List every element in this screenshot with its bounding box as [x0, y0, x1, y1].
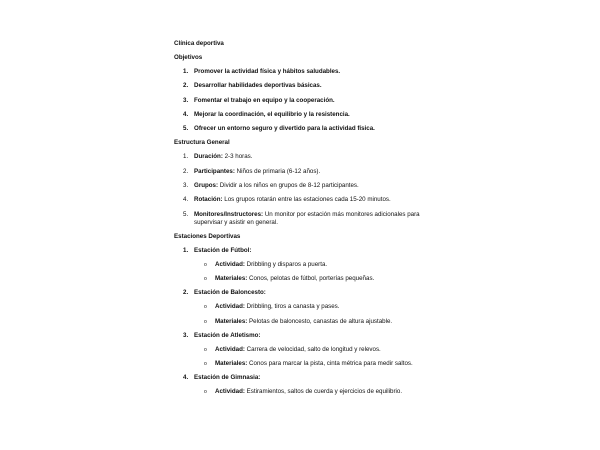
- station-title: [183, 289, 434, 303]
- list-number: 1.: [183, 68, 189, 75]
- detail-item: [174, 318, 434, 332]
- item-text: Los grupos rotarán entre las estaciones cada 15-20 minutos.: [222, 196, 391, 204]
- detail-text: Pelotas de baloncesto, canastas de altura ajustable.: [247, 317, 393, 325]
- detail-item: [174, 261, 434, 275]
- circle-bullet-icon: o: [204, 304, 207, 311]
- list-number: 5.: [183, 210, 189, 218]
- list-item: [174, 182, 434, 190]
- detail-text: Conos para marcar la pista, cinta métrica para medir saltos.: [247, 359, 413, 367]
- document-body: [174, 40, 434, 402]
- list-number: 4.: [183, 374, 189, 382]
- detail-item: [174, 275, 434, 289]
- structure-heading: Estructura General: [174, 139, 230, 147]
- objective-text: Mejorar la coordinación, el equilibrio y la resistencia.: [194, 110, 350, 118]
- list-number: 3.: [183, 96, 189, 104]
- detail-label: Actividad:: [215, 345, 245, 353]
- detail-label: Actividad:: [215, 260, 245, 268]
- objective-text: Desarrollar habilidades deportivas básicas.: [194, 82, 322, 90]
- detail-item: [174, 303, 434, 317]
- objective-text: Promover la actividad física y hábitos saludables.: [194, 68, 341, 75]
- detail-text: Dribbling, tiros a canasta y pases.: [244, 303, 340, 311]
- list-number: 3.: [183, 331, 189, 339]
- detail-label: Materiales:: [215, 275, 248, 283]
- list-number: 2.: [183, 82, 189, 90]
- item-label: Participantes:: [194, 167, 235, 175]
- detail-item: [174, 360, 434, 374]
- objectives-heading: Objetivos: [174, 54, 203, 61]
- station-item: [174, 374, 434, 402]
- list-item: [174, 111, 434, 125]
- list-item: [174, 168, 434, 176]
- list-number: 4.: [183, 196, 189, 204]
- list-number: 4.: [183, 110, 189, 118]
- objective-text: Ofrecer un entorno seguro y divertido para la actividad física.: [194, 125, 375, 133]
- circle-bullet-icon: o: [204, 389, 207, 396]
- list-item: [174, 196, 434, 204]
- station-item: [174, 289, 434, 331]
- list-item: [174, 97, 434, 111]
- station-details: [194, 346, 434, 374]
- item-label: Grupos:: [194, 182, 219, 190]
- station-title: [183, 331, 434, 346]
- station-item: [174, 247, 434, 289]
- station-item: [174, 332, 434, 374]
- objectives-list: [174, 68, 434, 139]
- station-details: [194, 261, 434, 289]
- circle-bullet-icon: o: [204, 318, 207, 325]
- detail-item: [174, 346, 434, 360]
- circle-bullet-icon: o: [204, 261, 207, 268]
- structure-list: [174, 153, 434, 226]
- list-item: [174, 68, 434, 82]
- circle-bullet-icon: o: [204, 346, 207, 353]
- document-title: Clínica deportiva: [174, 40, 224, 47]
- item-text: Un monitor por estación más monitores adicionales para supervisar y asistir en general.: [194, 210, 420, 226]
- list-number: 2.: [183, 289, 189, 297]
- stations-heading: Estaciones Deportivas: [174, 232, 241, 240]
- stations-list: [174, 247, 434, 402]
- detail-text: Estiramientos, saltos de cuerda y ejercicios de equilibrio.: [244, 388, 403, 396]
- list-item: [174, 211, 434, 227]
- item-label: Rotación:: [194, 196, 223, 204]
- station-details: [194, 303, 434, 331]
- item-text: Niños de primaria (6-12 años).: [234, 167, 321, 175]
- list-item: [174, 82, 434, 96]
- station-title: [183, 246, 434, 261]
- station-details: [194, 388, 434, 402]
- station-title: [183, 374, 434, 388]
- detail-item: [174, 388, 434, 402]
- station-title-text: Estación de Baloncesto:: [194, 289, 266, 297]
- list-number: 1.: [183, 153, 189, 161]
- item-label: Duración:: [194, 153, 223, 161]
- station-title-text: Estación de Fútbol:: [194, 246, 252, 254]
- station-title-text: Estación de Atletismo:: [194, 331, 261, 339]
- item-label: Monitores/Instructores:: [194, 210, 264, 218]
- circle-bullet-icon: o: [204, 276, 207, 283]
- detail-text: Carrera de velocidad, salto de longitud y relevos.: [244, 345, 381, 353]
- station-title-text: Estación de Gimnasia:: [194, 374, 261, 382]
- detail-text: Dribbling y disparos a puerta.: [244, 260, 328, 268]
- detail-label: Actividad:: [215, 388, 245, 396]
- list-number: 2.: [183, 167, 189, 175]
- list-number: 1.: [183, 246, 189, 254]
- list-item: [174, 125, 434, 139]
- list-number: 5.: [183, 125, 189, 133]
- item-text: 2-3 horas.: [222, 153, 253, 161]
- circle-bullet-icon: o: [204, 360, 207, 367]
- item-text: Dividir a los niños en grupos de 8-12 participantes.: [218, 182, 359, 190]
- detail-text: Conos, pelotas de fútbol, porterías pequeñas.: [247, 275, 375, 283]
- detail-label: Actividad:: [215, 303, 245, 311]
- detail-label: Materiales:: [215, 359, 248, 367]
- list-number: 3.: [183, 182, 189, 190]
- objective-text: Fomentar el trabajo en equipo y la cooperación.: [194, 96, 335, 104]
- list-item: [174, 153, 434, 161]
- detail-label: Materiales:: [215, 317, 248, 325]
